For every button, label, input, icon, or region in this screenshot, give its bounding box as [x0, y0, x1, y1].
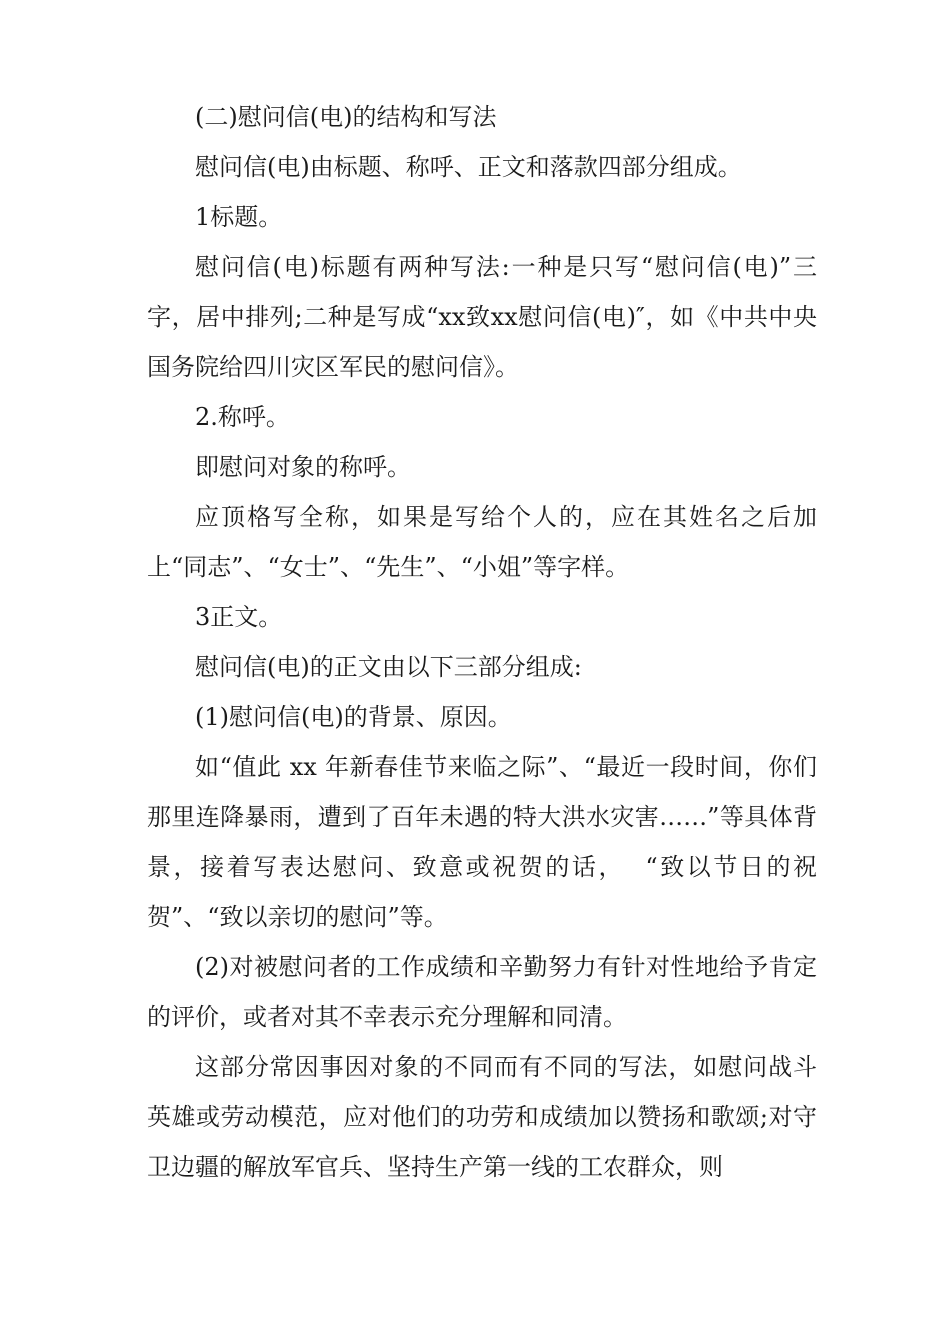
- paragraph: 即慰问对象的称呼。: [195, 453, 411, 481]
- section-heading: (二)慰问信(电)的结构和写法: [195, 103, 497, 131]
- subheading-salutation: 2.称呼。: [195, 403, 290, 431]
- paragraph: 如“值此 xx 年新春佳节来临之际”、“最近一段时间，你们那里连降暴雨，遭到了百年未遇的特大洪水灾害……”等具体背景，接着写表达慰问、致意或祝贺的话， “致以节日的祝贺”、“致以亲切的慰问”等。: [147, 753, 817, 931]
- paragraph: 这部分常因事因对象的不同而有不同的写法，如慰问战斗英雄或劳动模范，应对他们的功劳和成绩加以赞扬和歌颂;对守卫边疆的解放军官兵、坚持生产第一线的工农群众，则: [147, 1053, 817, 1181]
- list-item: (1)慰问信(电)的背景、原因。: [195, 703, 512, 731]
- list-item: (2)对被慰问者的工作成绩和辛勤努力有针对性地给予肯定的评价，或者对其不幸表示充分理解和同清。: [147, 953, 817, 1031]
- document-body: [147, 92, 817, 1192]
- paragraph: 慰问信(电)由标题、称呼、正文和落款四部分组成。: [195, 153, 742, 181]
- subheading-body: 3正文。: [195, 603, 283, 631]
- paragraph: 慰问信(电)的正文由以下三部分组成:: [195, 653, 582, 681]
- paragraph: 慰问信(电)标题有两种写法:一种是只写“慰问信(电)”三字，居中排列;二种是写成“xx致xx慰问信(电)″，如《中共中央国务院给四川灾区军民的慰问信》。: [147, 253, 817, 381]
- subheading-title: 1标题。: [195, 203, 283, 231]
- paragraph: 应顶格写全称，如果是写给个人的，应在其姓名之后加上“同志”、“女士”、“先生”、“小姐”等字样。: [147, 503, 817, 581]
